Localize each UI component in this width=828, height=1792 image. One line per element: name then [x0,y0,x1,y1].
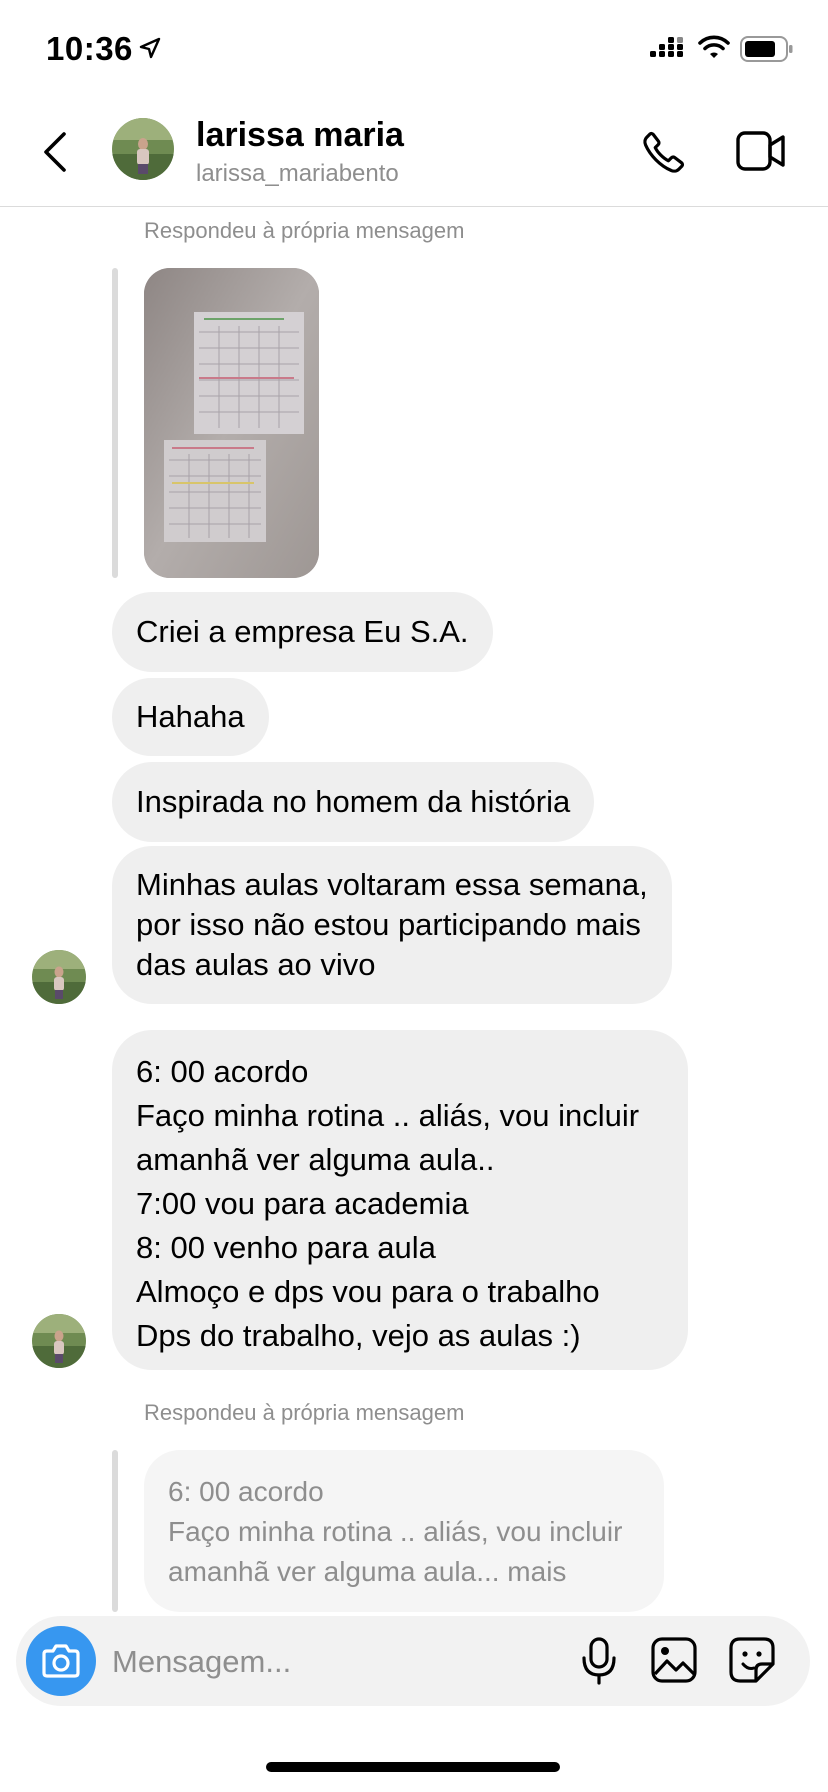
phone-icon[interactable] [640,128,688,176]
message-text-line: por isso não estou participando mais [136,907,641,942]
camera-icon [26,1626,96,1696]
contact-username: larissa_mariabento [196,160,399,187]
quoted-text-line: 6: 00 acordo [168,1476,324,1507]
message-text: Criei a empresa Eu S.A. [136,614,469,649]
shared-photo[interactable] [144,268,319,578]
reply-label: Respondeu à própria mensagem [144,218,465,243]
back-icon[interactable] [40,130,70,174]
reply-indicator-bar [112,1450,118,1612]
message-bubble[interactable] [112,1030,688,1370]
message-text-line: 8: 00 venho para aula [136,1230,436,1265]
message-text-line: amanhã ver alguma aula.. [136,1142,495,1177]
sticker-icon[interactable] [728,1636,776,1684]
status-bar [0,0,828,100]
sender-avatar[interactable] [32,950,86,1004]
wifi-icon [698,34,730,60]
message-text-line: Faço minha rotina .. aliás, vou incluir [136,1098,640,1133]
message-text-line: 7:00 vou para academia [136,1186,469,1221]
contact-avatar[interactable] [112,118,174,180]
message-text: Inspirada no homem da história [136,784,571,819]
camera-button[interactable] [26,1626,96,1696]
message-composer [16,1616,810,1706]
message-text: Hahaha [136,699,245,734]
quoted-text-line: Faço minha rotina .. aliás, vou incluir [168,1516,623,1547]
message-bubble[interactable] [112,762,594,842]
home-indicator[interactable] [266,1762,560,1772]
chat-header [0,100,828,207]
location-arrow-icon [138,36,162,60]
reply-indicator-bar [112,268,118,578]
message-text-line: 6: 00 acordo [136,1054,309,1089]
quoted-text-line: amanhã ver alguma aula... mais [168,1556,567,1587]
reply-label: Respondeu à própria mensagem [144,1400,465,1425]
sender-avatar[interactable] [32,1314,86,1368]
message-text-line: das aulas ao vivo [136,947,376,982]
message-bubble[interactable] [112,592,493,672]
message-bubble[interactable] [112,678,269,756]
contact-name[interactable]: larissa maria [196,116,404,154]
microphone-icon[interactable] [579,1636,619,1686]
video-camera-icon[interactable] [736,130,786,172]
message-text-line: Minhas aulas voltaram essa semana, [136,867,648,902]
status-time: 10:36 [46,30,133,67]
cellular-signal-icon [650,37,686,61]
message-text-line: Dps do trabalho, vejo as aulas :) [136,1318,581,1353]
message-text-line: Almoço e dps vou para o trabalho [136,1274,600,1309]
battery-icon [740,36,794,62]
message-bubble[interactable] [112,846,672,1004]
gallery-icon[interactable] [650,1636,698,1684]
message-input[interactable] [110,1636,494,1688]
quoted-message[interactable] [144,1450,664,1612]
